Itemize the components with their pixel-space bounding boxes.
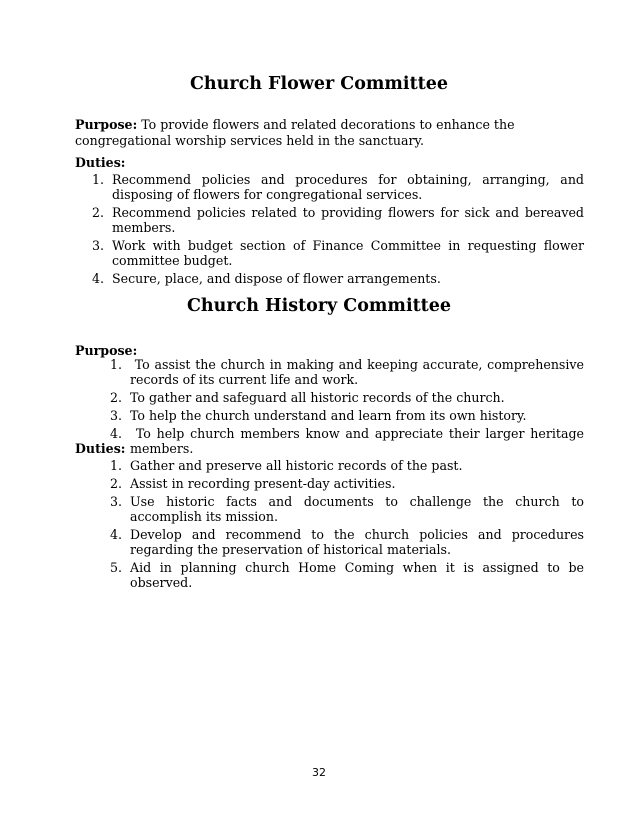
list-item xyxy=(110,458,584,473)
list-item-number: 1. xyxy=(110,458,123,473)
list-item-text: Use historic facts and documents to challenge the church to accomplish its mission. xyxy=(130,494,584,524)
list-item-text: To gather and safeguard all historic records of the church. xyxy=(130,390,505,405)
list-item xyxy=(110,390,584,405)
history-duties-label: Duties: xyxy=(75,441,126,456)
list-item-text: To help church members know and appreciate their larger heritage members. xyxy=(130,426,584,456)
list-item-number: 2. xyxy=(92,205,105,220)
flower-committee-title: Church Flower Committee xyxy=(189,74,449,94)
list-item-number: 4. xyxy=(110,527,123,542)
history-purpose-label: Purpose: xyxy=(75,343,138,358)
list-item-text: Work with budget section of Finance Committee in requesting flower committee budget. xyxy=(112,238,584,268)
list-item-number: 4. xyxy=(92,271,105,286)
flower-duties-label: Duties: xyxy=(75,155,126,170)
flower-purpose-label: Purpose: xyxy=(75,117,138,132)
list-item xyxy=(92,238,584,268)
list-item xyxy=(110,527,584,557)
list-item xyxy=(110,426,584,456)
list-item-number: 5. xyxy=(110,560,123,575)
list-item xyxy=(110,476,584,491)
list-item xyxy=(110,494,584,524)
list-item xyxy=(110,560,584,590)
list-item-number: 3. xyxy=(92,238,105,253)
history-duties-list xyxy=(110,458,584,593)
history-purpose-list xyxy=(110,357,584,459)
list-item-number: 2. xyxy=(110,390,123,405)
list-item xyxy=(110,408,584,423)
list-item xyxy=(110,357,584,387)
list-item-text: Develop and recommend to the church policies and procedures regarding the preservation of historical materials. xyxy=(130,527,584,557)
list-item-text: Secure, place, and dispose of flower arrangements. xyxy=(112,271,441,286)
flower-purpose xyxy=(75,117,587,149)
list-item-number: 1. xyxy=(110,357,123,372)
list-item-text: To assist the church in making and keeping accurate, comprehensive records of its current life and work. xyxy=(130,357,584,387)
list-item-text: Assist in recording present-day activities. xyxy=(130,476,396,491)
flower-purpose-text: To provide flowers and related decorations to enhance the congregational worship services held in the sanctuary. xyxy=(75,117,515,148)
list-item-text: Aid in planning church Home Coming when it is assigned to be observed. xyxy=(130,560,584,590)
list-item-text: Recommend policies related to providing flowers for sick and bereaved members. xyxy=(112,205,584,235)
list-item-number: 2. xyxy=(110,476,123,491)
list-item-text: To help the church understand and learn from its own history. xyxy=(130,408,527,423)
list-item-number: 3. xyxy=(110,494,123,509)
list-item-text: Gather and preserve all historic records of the past. xyxy=(130,458,463,473)
list-item xyxy=(92,205,584,235)
history-committee-title: Church History Committee xyxy=(186,296,452,316)
list-item-number: 1. xyxy=(92,172,105,187)
list-item-number: 3. xyxy=(110,408,123,423)
flower-duties-list xyxy=(92,172,584,289)
list-item-text: Recommend policies and procedures for obtaining, arranging, and disposing of flowers for congregational services. xyxy=(112,172,584,202)
list-item xyxy=(92,172,584,202)
list-item-number: 4. xyxy=(110,426,123,441)
list-item xyxy=(92,271,584,286)
page-number: 32 xyxy=(312,766,326,779)
